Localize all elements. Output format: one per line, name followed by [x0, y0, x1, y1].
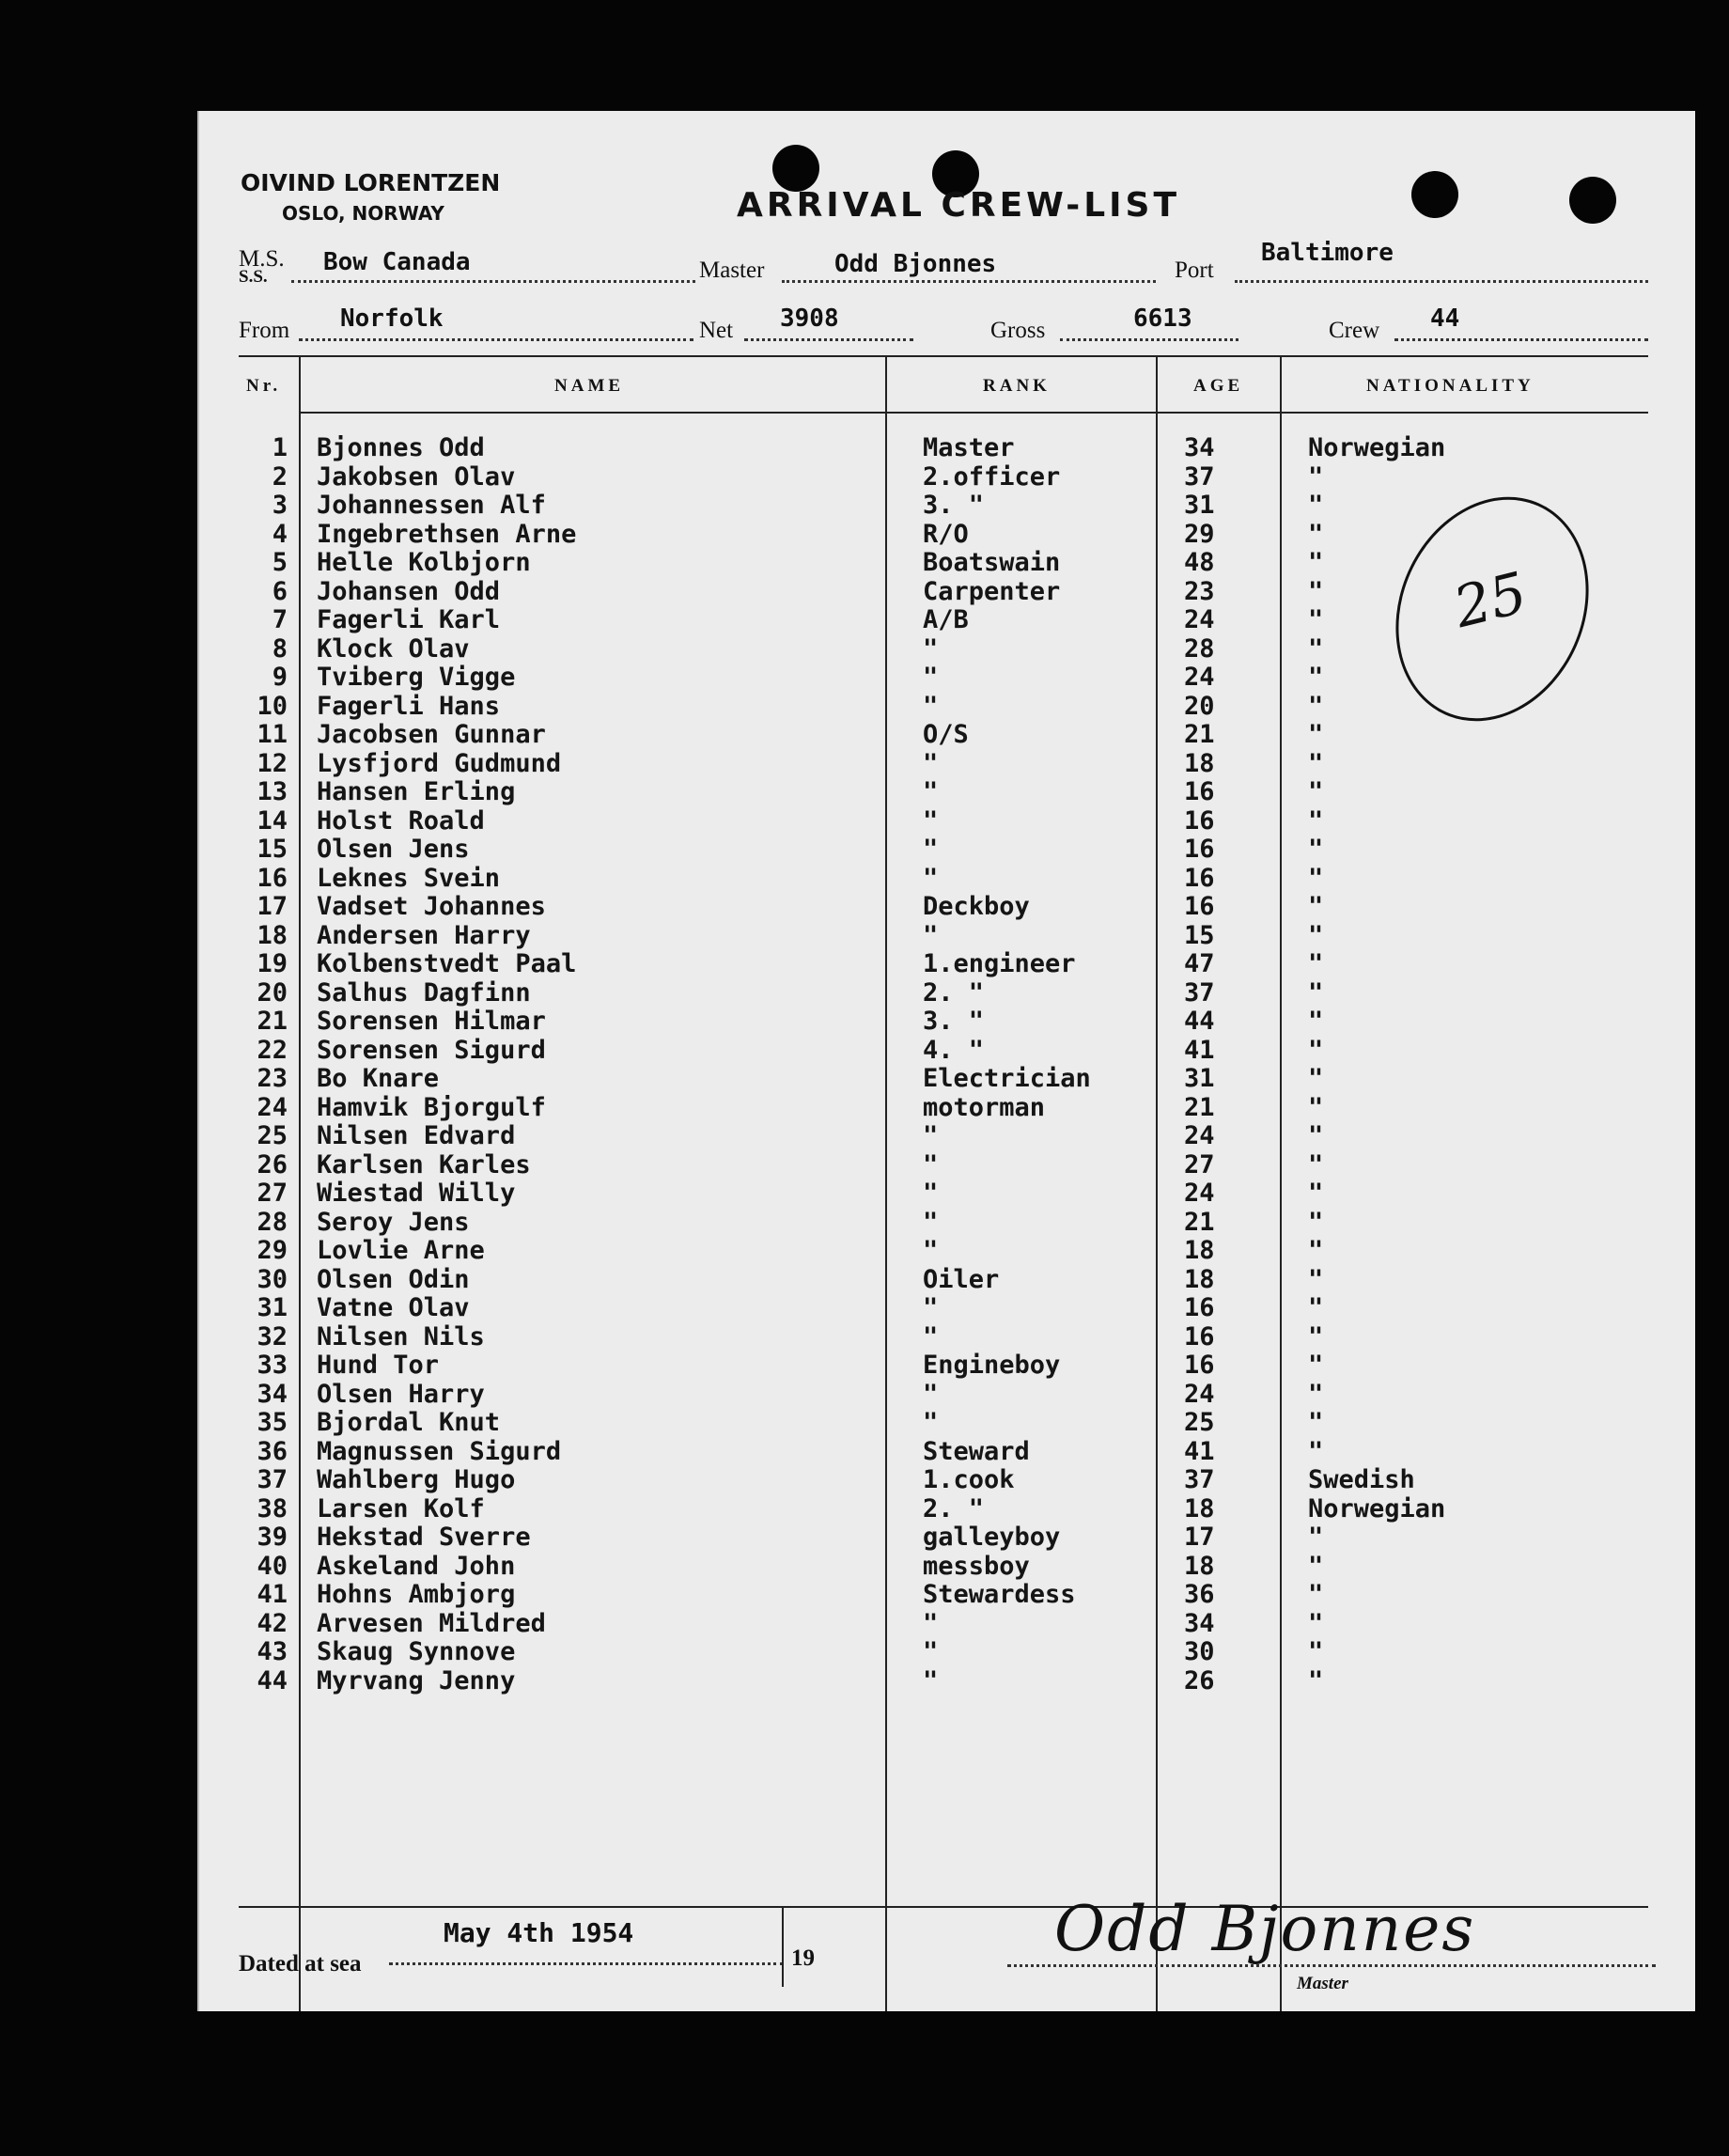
- crew-name: Skaug Synnove: [317, 1637, 516, 1666]
- crew-name: Sorensen Hilmar: [317, 1007, 546, 1036]
- year-prefix: 19: [791, 1945, 815, 1971]
- crew-name: Sorensen Sigurd: [317, 1035, 546, 1065]
- crew-nationality: ": [1308, 1264, 1324, 1294]
- crew-nr: 11: [257, 720, 288, 749]
- table-row: [199, 1151, 1695, 1180]
- crew-name: Vatne Olav: [317, 1293, 470, 1322]
- crew-nationality: ": [1308, 519, 1324, 549]
- crew-list-document: [197, 111, 1695, 2011]
- crew-nationality: Norwegian: [1308, 1493, 1446, 1523]
- crew-nationality: ": [1308, 491, 1324, 520]
- crew-age: 31: [1184, 1064, 1215, 1093]
- crew-rank: Electrician: [923, 1064, 1091, 1093]
- crew-name: Vadset Johannes: [317, 892, 546, 921]
- ss-label: S.S.: [239, 267, 268, 287]
- crew-nr: 18: [257, 920, 288, 950]
- crew-nationality: ": [1308, 1149, 1324, 1180]
- crew-age: 24: [1184, 1179, 1215, 1208]
- crew-nationality: ": [1308, 1007, 1324, 1036]
- crew-age: 17: [1184, 1523, 1215, 1552]
- table-row: [199, 1008, 1695, 1037]
- crew-nr: 8: [272, 633, 288, 664]
- table-row: [199, 434, 1695, 463]
- crew-age: 16: [1184, 892, 1215, 921]
- crew-nationality: Swedish: [1308, 1465, 1415, 1494]
- table-row: [199, 836, 1695, 865]
- crew-nr: 22: [257, 1035, 288, 1065]
- crew-nr: 38: [257, 1493, 288, 1523]
- crew-age: 37: [1184, 461, 1215, 492]
- crew-age: 21: [1184, 1092, 1215, 1122]
- table-row: [199, 1266, 1695, 1295]
- crew-nr: 1: [272, 433, 288, 462]
- punch-hole: [772, 145, 819, 192]
- table-row: [199, 807, 1695, 836]
- crew-age: 16: [1184, 805, 1215, 836]
- crew-nationality: ": [1308, 1321, 1324, 1351]
- crew-nationality: ": [1308, 633, 1324, 664]
- crew-nationality: ": [1308, 720, 1324, 749]
- crew-rank: ": [923, 1236, 939, 1265]
- crew-rank: O/S: [923, 720, 969, 749]
- crew-age: 21: [1184, 1207, 1215, 1237]
- crew-rank: Engineboy: [923, 1351, 1061, 1380]
- crew-age: 18: [1184, 1493, 1215, 1523]
- table-row: [199, 1381, 1695, 1410]
- crew-name: Ingebrethsen Arne: [317, 519, 577, 549]
- crew-nr: 4: [272, 519, 288, 549]
- crew-age: 37: [1184, 1465, 1215, 1494]
- crew-nr: 28: [257, 1207, 288, 1237]
- master-caption: Master: [1297, 1974, 1348, 1993]
- gross-label: Gross: [990, 318, 1046, 343]
- crew-rank: ": [923, 1149, 939, 1180]
- crew-rank: 1.cook: [923, 1465, 1015, 1494]
- crew-nr: 44: [257, 1665, 288, 1695]
- table-row: [199, 1667, 1695, 1696]
- table-row: [199, 750, 1695, 779]
- table-row: [199, 1065, 1695, 1094]
- table-row: [199, 1237, 1695, 1266]
- table-row: [199, 950, 1695, 979]
- from-port: Norfolk: [340, 305, 444, 333]
- crew-rank: ": [923, 1121, 939, 1150]
- table-row: [199, 1122, 1695, 1151]
- crew-name: Wiestad Willy: [317, 1179, 516, 1208]
- crew-nr: 12: [257, 748, 288, 778]
- crew-age: 24: [1184, 605, 1215, 634]
- table-row: [199, 1094, 1695, 1123]
- crew-nationality: ": [1308, 892, 1324, 921]
- crew-name: Hekstad Sverre: [317, 1523, 531, 1552]
- col-header-rank: RANK: [983, 376, 1051, 396]
- crew-nationality: ": [1308, 805, 1324, 836]
- crew-nr: 41: [257, 1580, 288, 1609]
- crew-nr: 23: [257, 1064, 288, 1093]
- crew-name: Bo Knare: [317, 1064, 440, 1093]
- table-row: [199, 1037, 1695, 1066]
- crew-nr: 21: [257, 1007, 288, 1036]
- crew-name: Leknes Svein: [317, 863, 501, 893]
- table-row: [199, 1438, 1695, 1467]
- crew-age: 16: [1184, 835, 1215, 864]
- crew-name: Tviberg Vigge: [317, 663, 516, 692]
- crew-count: 44: [1430, 305, 1460, 333]
- table-row: [199, 1323, 1695, 1352]
- crew-name: Bjordal Knut: [317, 1408, 501, 1437]
- crew-name: Johansen Odd: [317, 576, 501, 606]
- crew-nationality: ": [1308, 1408, 1324, 1437]
- table-row: [199, 1409, 1695, 1438]
- crew-nationality: ": [1308, 748, 1324, 778]
- page-title: ARRIVAL CREW-LIST: [737, 186, 1181, 225]
- crew-name: Kolbenstvedt Paal: [317, 949, 577, 978]
- crew-name: Salhus Dagfinn: [317, 977, 531, 1008]
- crew-age: 26: [1184, 1665, 1215, 1695]
- table-row: [199, 778, 1695, 807]
- crew-name: Jacobsen Gunnar: [317, 720, 546, 749]
- crew-name: Magnussen Sigurd: [317, 1436, 562, 1466]
- crew-nr: 19: [257, 949, 288, 978]
- crew-age: 29: [1184, 519, 1215, 549]
- table-row: [199, 1638, 1695, 1667]
- crew-nr: 10: [257, 691, 288, 721]
- crew-name: Seroy Jens: [317, 1207, 470, 1237]
- crew-nationality: ": [1308, 1580, 1324, 1609]
- crew-rank: ": [923, 748, 939, 778]
- crew-name: Hansen Erling: [317, 777, 516, 806]
- crew-nr: 34: [257, 1379, 288, 1409]
- crew-name: Klock Olav: [317, 633, 470, 664]
- crew-nationality: ": [1308, 1092, 1324, 1122]
- crew-nationality: ": [1308, 691, 1324, 721]
- crew-rank: Master: [923, 433, 1015, 462]
- crew-nr: 25: [257, 1121, 288, 1150]
- crew-rank: ": [923, 633, 939, 664]
- crew-nr: 7: [272, 605, 288, 634]
- crew-rank: ": [923, 1321, 939, 1351]
- crew-nr: 39: [257, 1523, 288, 1552]
- table-row: [199, 865, 1695, 894]
- crew-name: Hohns Ambjorg: [317, 1580, 516, 1609]
- crew-age: 18: [1184, 748, 1215, 778]
- crew-rank: ": [923, 1408, 939, 1437]
- crew-age: 48: [1184, 548, 1215, 577]
- crew-age: 30: [1184, 1637, 1215, 1666]
- crew-age: 24: [1184, 663, 1215, 692]
- crew-age: 47: [1184, 949, 1215, 978]
- punch-hole: [1569, 177, 1616, 224]
- crew-nr: 29: [257, 1236, 288, 1265]
- company-city: OSLO, NORWAY: [282, 202, 444, 225]
- crew-nr: 14: [257, 805, 288, 836]
- crew-nationality: ": [1308, 1665, 1324, 1695]
- table-row: [199, 1351, 1695, 1381]
- table-row: [199, 1523, 1695, 1553]
- crew-rank: ": [923, 1608, 939, 1638]
- crew-nr: 9: [272, 663, 288, 692]
- crew-nationality: ": [1308, 1436, 1324, 1466]
- crew-age: 18: [1184, 1551, 1215, 1581]
- crew-name: Holst Roald: [317, 805, 485, 836]
- crew-rank: Oiler: [923, 1264, 1000, 1294]
- crew-nationality: ": [1308, 576, 1324, 606]
- crew-age: 36: [1184, 1580, 1215, 1609]
- crew-age: 20: [1184, 691, 1215, 721]
- crew-nationality: ": [1308, 1608, 1324, 1638]
- crew-age: 16: [1184, 1321, 1215, 1351]
- table-row: [199, 1581, 1695, 1610]
- crew-nationality: ": [1308, 1207, 1324, 1237]
- crew-rank: 3. ": [923, 491, 985, 520]
- crew-name: Nilsen Nils: [317, 1321, 485, 1351]
- crew-nr: 36: [257, 1436, 288, 1466]
- crew-nr: 26: [257, 1149, 288, 1180]
- crew-nr: 17: [257, 892, 288, 921]
- col-header-age: AGE: [1193, 376, 1244, 396]
- crew-name: Olsen Odin: [317, 1264, 470, 1294]
- crew-name: Arvesen Mildred: [317, 1608, 546, 1638]
- crew-name: Wahlberg Hugo: [317, 1465, 516, 1494]
- crew-age: 24: [1184, 1379, 1215, 1409]
- table-row: [199, 979, 1695, 1008]
- crew-age: 21: [1184, 720, 1215, 749]
- crew-rank: 4. ": [923, 1035, 985, 1065]
- crew-rank: 2. ": [923, 1493, 985, 1523]
- crew-rank: motorman: [923, 1092, 1046, 1122]
- crew-nr: 15: [257, 835, 288, 864]
- crew-nr: 24: [257, 1092, 288, 1122]
- crew-rank: 2. ": [923, 977, 985, 1008]
- crew-rank: ": [923, 863, 939, 893]
- table-row: [199, 463, 1695, 492]
- gross-tonnage: 6613: [1133, 305, 1192, 333]
- crew-name: Fagerli Karl: [317, 605, 501, 634]
- col-header-name: NAME: [554, 376, 625, 396]
- crew-rank: ": [923, 1379, 939, 1409]
- table-row: [199, 1209, 1695, 1238]
- crew-rank: Carpenter: [923, 576, 1061, 606]
- port-name: Baltimore: [1261, 239, 1394, 267]
- company-name: OIVIND LORENTZEN: [241, 169, 501, 196]
- crew-rank: ": [923, 1179, 939, 1208]
- crew-nationality: ": [1308, 1379, 1324, 1409]
- net-label: Net: [699, 318, 734, 343]
- crew-rank: Deckboy: [923, 892, 1030, 921]
- crew-rank: A/B: [923, 605, 969, 634]
- crew-age: 18: [1184, 1236, 1215, 1265]
- crew-age: 41: [1184, 1436, 1215, 1466]
- crew-nr: 35: [257, 1408, 288, 1437]
- crew-name: Larsen Kolf: [317, 1493, 485, 1523]
- crew-nationality: ": [1308, 1523, 1324, 1552]
- table-row: [199, 1180, 1695, 1209]
- crew-nationality: ": [1308, 1293, 1324, 1322]
- crew-rank: ": [923, 1665, 939, 1695]
- crew-nr: 31: [257, 1293, 288, 1322]
- date-value: May 4th 1954: [444, 1917, 634, 1948]
- crew-name: Olsen Jens: [317, 835, 470, 864]
- circled-number: 25: [1447, 559, 1534, 642]
- crew-rank: 2.officer: [923, 461, 1061, 492]
- crew-nationality: ": [1308, 920, 1324, 950]
- crew-nr: 3: [272, 491, 288, 520]
- crew-name: Helle Kolbjorn: [317, 548, 531, 577]
- crew-nationality: ": [1308, 1637, 1324, 1666]
- crew-nationality: ": [1308, 835, 1324, 864]
- master-signature: Odd Bjonnes: [1054, 1893, 1476, 1965]
- crew-nationality: ": [1308, 1351, 1324, 1380]
- crew-name: Karlsen Karles: [317, 1149, 531, 1180]
- crew-rank: ": [923, 691, 939, 721]
- table-row: [199, 1466, 1695, 1495]
- crew-name: Olsen Harry: [317, 1379, 485, 1409]
- crew-rank: ": [923, 920, 939, 950]
- crew-age: 28: [1184, 633, 1215, 664]
- crew-nationality: ": [1308, 863, 1324, 893]
- crew-nationality: ": [1308, 949, 1324, 978]
- crew-nationality: ": [1308, 1035, 1324, 1065]
- crew-rank: ": [923, 663, 939, 692]
- crew-nationality: ": [1308, 461, 1324, 492]
- crew-age: 31: [1184, 491, 1215, 520]
- crew-rank: ": [923, 1637, 939, 1666]
- crew-nr: 37: [257, 1465, 288, 1494]
- crew-nationality: ": [1308, 1064, 1324, 1093]
- crew-rank: ": [923, 777, 939, 806]
- crew-name: Fagerli Hans: [317, 691, 501, 721]
- crew-rank: Stewardess: [923, 1580, 1076, 1609]
- table-row: [199, 893, 1695, 922]
- crew-nationality: ": [1308, 1179, 1324, 1208]
- crew-rank: Steward: [923, 1436, 1030, 1466]
- table-row: [199, 1553, 1695, 1582]
- crew-rank: ": [923, 805, 939, 836]
- table-row: [199, 1610, 1695, 1639]
- crew-nationality: ": [1308, 1121, 1324, 1150]
- crew-name: Hamvik Bjorgulf: [317, 1092, 546, 1122]
- crew-nationality: ": [1308, 663, 1324, 692]
- crew-name: Andersen Harry: [317, 920, 531, 950]
- col-header-nationality: NATIONALITY: [1366, 376, 1534, 396]
- crew-nr: 30: [257, 1264, 288, 1294]
- port-label: Port: [1175, 258, 1214, 283]
- ship-name: Bow Canada: [323, 248, 471, 276]
- crew-nr: 40: [257, 1551, 288, 1581]
- crew-name: Bjonnes Odd: [317, 433, 485, 462]
- crew-age: 16: [1184, 863, 1215, 893]
- master-label: Master: [699, 258, 765, 283]
- crew-nr: 6: [272, 576, 288, 606]
- crew-name: Hund Tor: [317, 1351, 440, 1380]
- crew-nr: 5: [272, 548, 288, 577]
- table-row: [199, 1294, 1695, 1323]
- crew-rank: 1.engineer: [923, 949, 1076, 978]
- table-row: [199, 721, 1695, 750]
- crew-age: 15: [1184, 920, 1215, 950]
- crew-nr: 16: [257, 863, 288, 893]
- crew-nationality: ": [1308, 605, 1324, 634]
- crew-rank: ": [923, 1293, 939, 1322]
- crew-age: 16: [1184, 777, 1215, 806]
- crew-name: Lysfjord Gudmund: [317, 748, 562, 778]
- crew-rank: galleyboy: [923, 1523, 1061, 1552]
- crew-age: 25: [1184, 1408, 1215, 1437]
- crew-nr: 32: [257, 1321, 288, 1351]
- crew-name: Jakobsen Olav: [317, 461, 516, 492]
- crew-nationality: ": [1308, 1236, 1324, 1265]
- crew-age: 24: [1184, 1121, 1215, 1150]
- crew-nationality: ": [1308, 1551, 1324, 1581]
- crew-name: Johannessen Alf: [317, 491, 546, 520]
- from-label: From: [239, 318, 290, 343]
- crew-nr: 43: [257, 1637, 288, 1666]
- crew-nationality: ": [1308, 548, 1324, 577]
- dated-label: Dated at sea: [239, 1951, 362, 1976]
- crew-rank: ": [923, 1207, 939, 1237]
- crew-age: 37: [1184, 977, 1215, 1008]
- crew-name: Lovlie Arne: [317, 1236, 485, 1265]
- crew-nr: 2: [272, 461, 288, 492]
- punch-hole: [1411, 171, 1458, 218]
- crew-nr: 27: [257, 1179, 288, 1208]
- crew-rank: R/O: [923, 519, 969, 549]
- crew-nationality: ": [1308, 777, 1324, 806]
- master-name: Odd Bjonnes: [834, 250, 997, 278]
- crew-nr: 42: [257, 1608, 288, 1638]
- crew-age: 34: [1184, 433, 1215, 462]
- table-row: [199, 922, 1695, 951]
- crew-rank: messboy: [923, 1551, 1030, 1581]
- crew-label: Crew: [1329, 318, 1380, 343]
- crew-nationality: Norwegian: [1308, 433, 1446, 462]
- crew-age: 41: [1184, 1035, 1215, 1065]
- crew-age: 44: [1184, 1007, 1215, 1036]
- crew-age: 16: [1184, 1351, 1215, 1380]
- crew-nr: 33: [257, 1351, 288, 1380]
- crew-rank: Boatswain: [923, 548, 1061, 577]
- crew-nationality: ": [1308, 977, 1324, 1008]
- table-row: [199, 1495, 1695, 1524]
- crew-age: 23: [1184, 576, 1215, 606]
- crew-age: 34: [1184, 1608, 1215, 1638]
- col-header-nr: Nr.: [246, 376, 282, 396]
- ms-label: M.S.: [239, 246, 285, 272]
- crew-rank: ": [923, 835, 939, 864]
- crew-age: 18: [1184, 1264, 1215, 1294]
- crew-name: Myrvang Jenny: [317, 1665, 516, 1695]
- crew-nr: 13: [257, 777, 288, 806]
- crew-name: Nilsen Edvard: [317, 1121, 516, 1150]
- crew-rank: 3. ": [923, 1007, 985, 1036]
- crew-age: 27: [1184, 1149, 1215, 1180]
- crew-age: 16: [1184, 1293, 1215, 1322]
- crew-nr: 20: [257, 977, 288, 1008]
- net-tonnage: 3908: [780, 305, 839, 333]
- crew-name: Askeland John: [317, 1551, 516, 1581]
